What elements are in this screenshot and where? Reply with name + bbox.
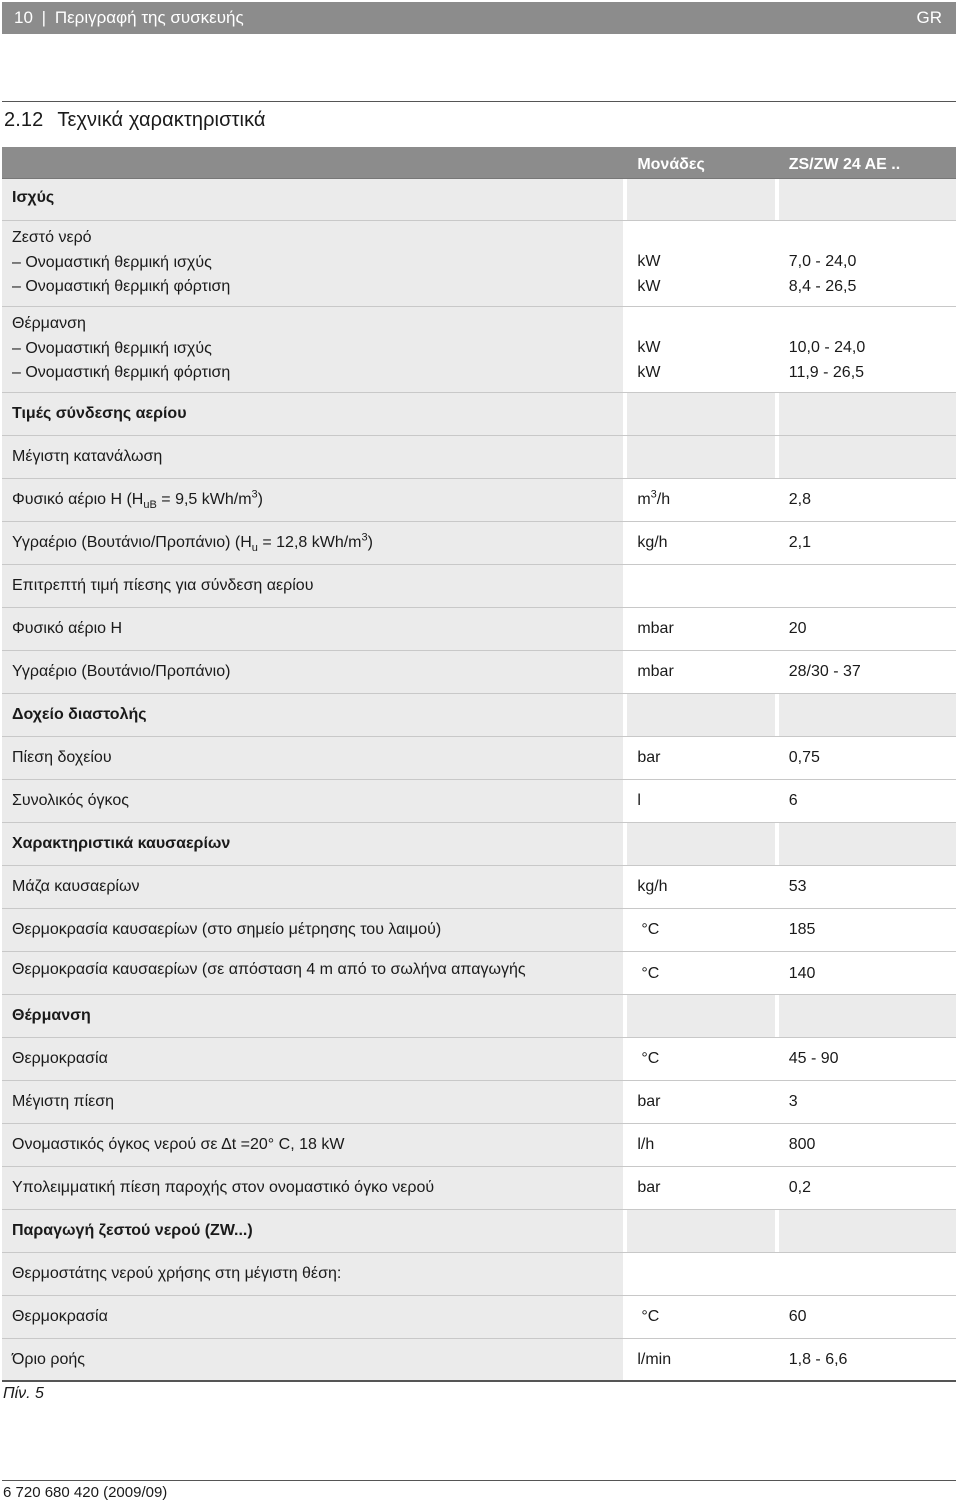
row-label: Θέρμανση: [12, 315, 86, 332]
document-number: 6 720 680 420 (2009/09): [3, 1484, 168, 1501]
table-row: [2, 1253, 956, 1296]
section-number: 2.12: [4, 109, 44, 131]
table-row-lpg: [2, 522, 956, 565]
row-label: Υγραέριο (Βουτάνιο/Προπάνιο): [2, 651, 623, 693]
tech-specs-table: [2, 147, 956, 1382]
row-value: 8,4 - 26,5: [788, 277, 857, 295]
table-row-hot-water: [2, 221, 956, 307]
section-title: [4, 109, 266, 132]
page-header: [2, 2, 956, 34]
table-row: [2, 1038, 956, 1081]
row-value: 7,0 - 24,0: [788, 253, 857, 270]
row-label: Όριο ροής: [2, 1339, 623, 1380]
table-header-row: [2, 147, 956, 179]
row-label: Φυσικό αέριο H ($H_{uB} = 9,5$ kWh/$m^3$): [2, 479, 623, 521]
row-unit: °C: [627, 1038, 774, 1080]
header-left: [14, 8, 244, 28]
row-sublabel: – Ονομαστική θερμική ισχύς: [12, 253, 212, 271]
group-row-expansion: [2, 694, 956, 737]
row-value: 185: [779, 909, 956, 951]
row-value: 140: [779, 952, 956, 994]
table-row: [2, 651, 956, 694]
table-row: [2, 608, 956, 651]
row-value: 28/30 - 37: [779, 651, 956, 693]
row-sublabel: – Ονομαστική θερμική φόρτιση: [12, 364, 231, 381]
row-unit: kW: [637, 277, 661, 295]
group-title: Χαρακτηριστικά καυσαερίων: [2, 823, 623, 865]
group-title: Θέρμανση: [2, 995, 623, 1037]
table-row: [2, 1296, 956, 1339]
row-value: 53: [779, 866, 956, 908]
table-row: [2, 1124, 956, 1167]
row-unit: bar: [627, 1167, 774, 1209]
row-value: 0,75: [779, 737, 956, 779]
row-value: 0,2: [779, 1167, 956, 1209]
row-unit: °C: [627, 909, 774, 951]
row-value: 2,8: [779, 479, 956, 521]
chapter-title: Περιγραφή της συσκευής: [54, 8, 244, 27]
row-value: 6: [779, 780, 956, 822]
row-unit: kW: [637, 339, 661, 356]
row-unit: bar: [627, 1081, 774, 1123]
table-row-natural-gas: [2, 479, 956, 522]
table-row: [2, 565, 956, 608]
row-value: 60: [779, 1296, 956, 1338]
row-label: Μέγιστη πίεση: [2, 1081, 623, 1123]
row-label: Πίεση δοχείου: [2, 737, 623, 779]
header-units: Μονάδες: [627, 147, 774, 178]
row-unit: kg/h: [627, 866, 774, 908]
group-row-dhw: [2, 1210, 956, 1253]
row-unit: l: [627, 780, 774, 822]
table-row: [2, 780, 956, 823]
language-code: GR: [916, 8, 942, 27]
table-row: [2, 866, 956, 909]
row-unit: °C: [627, 1296, 774, 1338]
table-row: [2, 1081, 956, 1124]
row-sublabel: – Ονομαστική θερμική φόρτιση: [12, 278, 231, 295]
row-unit: l/h: [627, 1124, 774, 1166]
row-label: Υγραέριο (Βουτάνιο/Προπάνιο) ($H_u = 12,8$ kWh/$m^3$): [2, 522, 623, 564]
table-row: [2, 436, 956, 479]
row-value: 11,9 - 26,5: [788, 363, 865, 381]
row-value: 800: [779, 1124, 956, 1166]
group-row-heating: [2, 995, 956, 1038]
header-model: ZS/ZW 24 AE ..: [779, 147, 956, 178]
row-unit: l/min: [627, 1339, 774, 1380]
row-value: 45 - 90: [779, 1038, 956, 1080]
footer-rule: [2, 1480, 956, 1481]
section-rule: [2, 101, 956, 102]
table-row: [2, 1167, 956, 1210]
row-value: 2,1: [779, 522, 956, 564]
header-separator: |: [41, 8, 47, 27]
row-unit: kg/h: [627, 522, 774, 564]
table-row-heating-power: [2, 307, 956, 393]
row-unit: bar: [627, 737, 774, 779]
row-label: Φυσικό αέριο H: [2, 608, 623, 650]
row-label: Επιτρεπτή τιμή πίεσης για σύνδεση αερίου: [2, 565, 623, 607]
table-caption: Πίν. 5: [3, 1385, 44, 1402]
section-title-text: Τεχνικά χαρακτηριστικά: [57, 109, 266, 131]
row-label: Μάζα καυσαερίων: [2, 866, 623, 908]
row-unit: °C: [627, 952, 774, 994]
row-value: 10,0 - 24,0: [788, 339, 866, 356]
page-number: 10: [14, 8, 33, 27]
row-unit: mbar: [627, 608, 774, 650]
group-row-flue: [2, 823, 956, 866]
row-label: Θερμοκρασία: [2, 1296, 623, 1338]
row-label: Θερμοκρασία καυσαερίων (σε απόσταση 4 m από το σωλήνα απαγωγής: [2, 952, 623, 994]
group-title: Ισχύς: [2, 179, 623, 220]
row-label: Θερμοστάτης νερού χρήσης στη μέγιστη θέση:: [2, 1253, 623, 1295]
group-title: Δοχείο διαστολής: [2, 694, 623, 736]
table-row: [2, 909, 956, 952]
table-row: [2, 952, 956, 995]
row-label: Ζεστό νερό: [12, 229, 92, 246]
row-label: Συνολικός όγκος: [2, 780, 623, 822]
row-value: 3: [779, 1081, 956, 1123]
row-label: Θερμοκρασία καυσαερίων (στο σημείο μέτρησης του λαιμού): [2, 909, 623, 951]
row-unit: $m^3/h$: [627, 479, 774, 521]
group-title: Παραγωγή ζεστού νερού (ZW...): [2, 1210, 623, 1252]
group-row-power: [2, 179, 956, 221]
header-col1: [2, 147, 623, 178]
row-label: Θερμοκρασία: [2, 1038, 623, 1080]
row-value: 1,8 - 6,6: [779, 1339, 956, 1380]
group-title: Τιμές σύνδεσης αερίου: [2, 393, 623, 435]
row-sublabel: – Ονομαστική θερμική ισχύς: [12, 339, 212, 357]
row-unit: mbar: [627, 651, 774, 693]
row-label: Ονομαστικός όγκος νερού σε Δt =20° C, 18 kW: [2, 1124, 623, 1166]
row-label: Μέγιστη κατανάλωση: [2, 436, 623, 478]
table-row: [2, 737, 956, 780]
group-row-gas: [2, 393, 956, 436]
row-unit: kW: [637, 363, 661, 381]
row-unit: kW: [637, 253, 661, 270]
table-row: [2, 1339, 956, 1382]
row-value: 20: [779, 608, 956, 650]
row-label: Υπολειμματική πίεση παροχής στον ονομαστικό όγκο νερού: [2, 1167, 623, 1209]
